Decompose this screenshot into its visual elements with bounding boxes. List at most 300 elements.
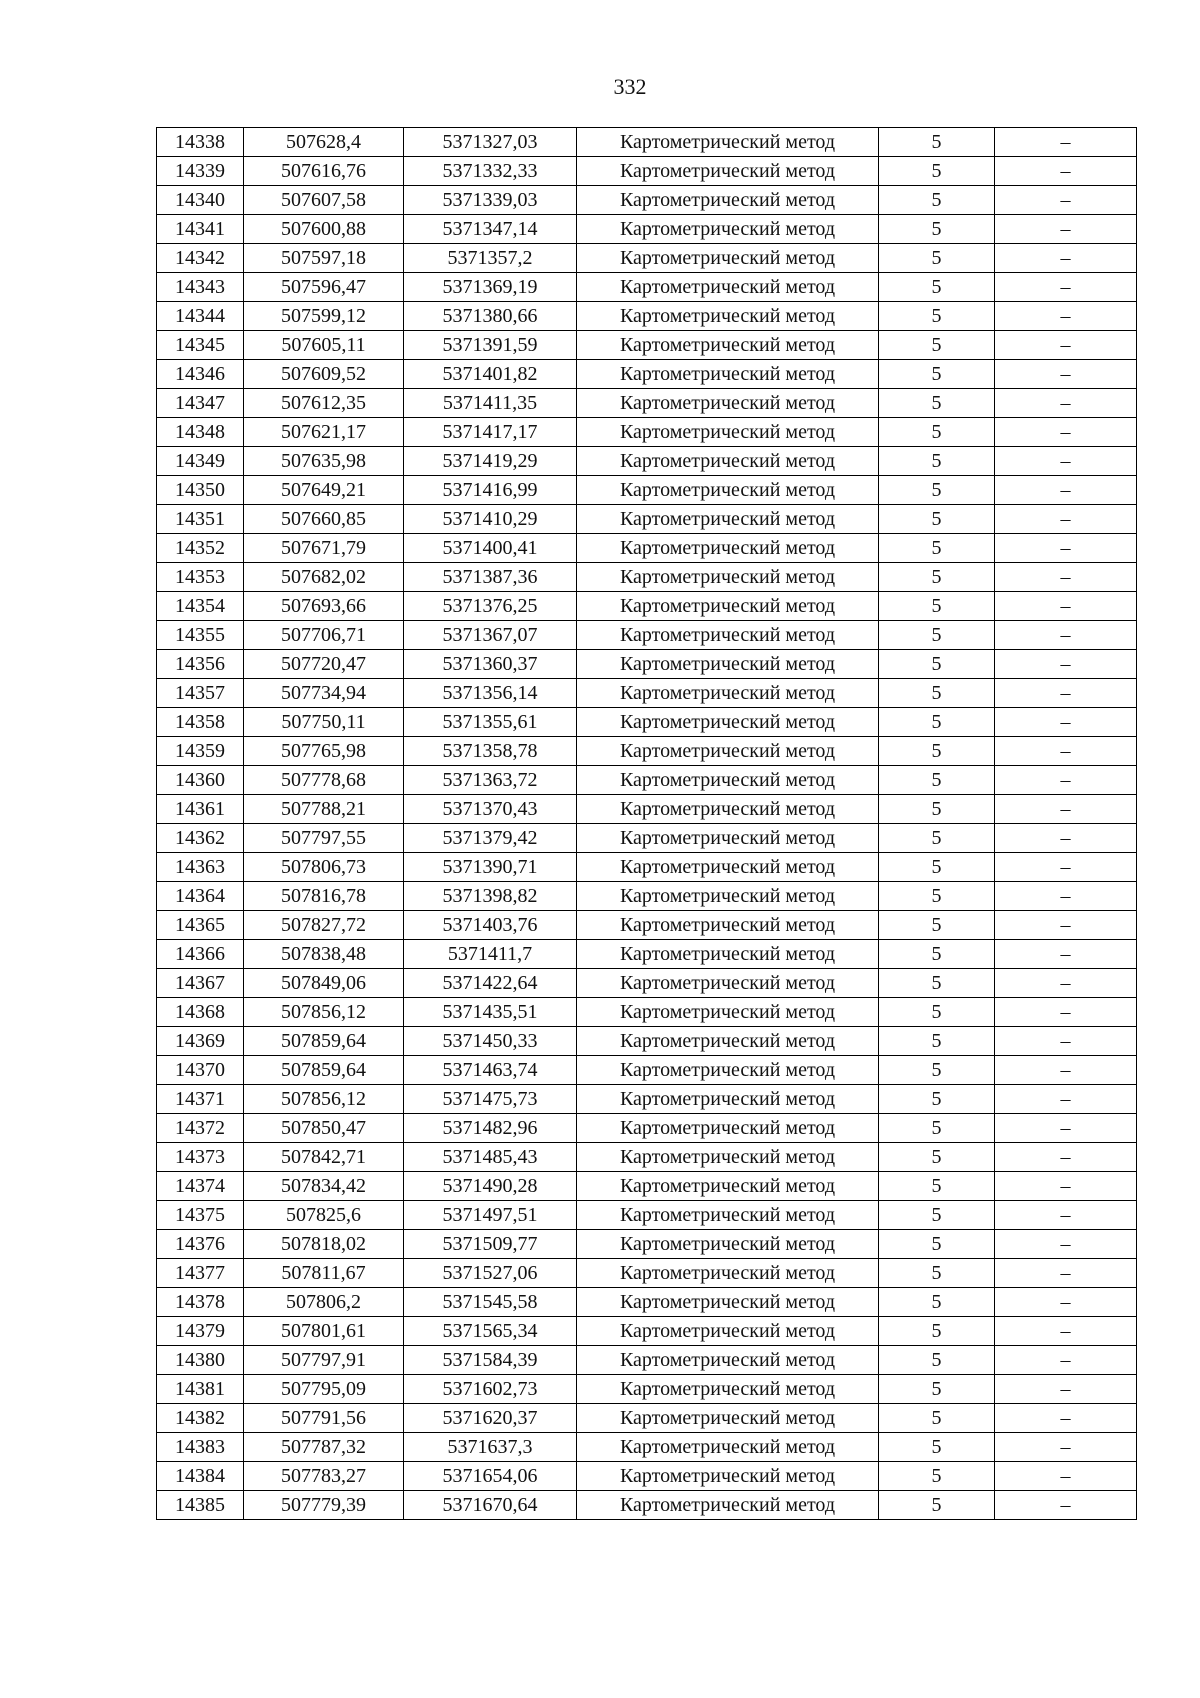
method-cell: Картометрический метод [577,1404,879,1433]
x-coordinate-cell: 507825,6 [244,1201,404,1230]
description-cell: – [995,1172,1137,1201]
point-number-cell: 14384 [157,1462,244,1491]
point-number-cell: 14366 [157,940,244,969]
method-cell: Картометрический метод [577,1201,879,1230]
description-cell: – [995,998,1137,1027]
y-coordinate-cell: 5371411,35 [404,389,577,418]
description-cell: – [995,563,1137,592]
point-number-cell: 14339 [157,157,244,186]
table-row [157,1259,1137,1288]
method-cell: Картометрический метод [577,157,879,186]
point-number-cell: 14373 [157,1143,244,1172]
accuracy-cell: 5 [879,1346,995,1375]
y-coordinate-cell: 5371332,33 [404,157,577,186]
method-cell: Картометрический метод [577,1462,879,1491]
method-cell: Картометрический метод [577,998,879,1027]
accuracy-cell: 5 [879,650,995,679]
y-coordinate-cell: 5371356,14 [404,679,577,708]
accuracy-cell: 5 [879,1462,995,1491]
y-coordinate-cell: 5371527,06 [404,1259,577,1288]
point-number-cell: 14376 [157,1230,244,1259]
y-coordinate-cell: 5371620,37 [404,1404,577,1433]
accuracy-cell: 5 [879,1172,995,1201]
point-number-cell: 14344 [157,302,244,331]
description-cell: – [995,273,1137,302]
table-row [157,244,1137,273]
accuracy-cell: 5 [879,360,995,389]
y-coordinate-cell: 5371339,03 [404,186,577,215]
point-number-cell: 14377 [157,1259,244,1288]
method-cell: Картометрический метод [577,418,879,447]
table-row [157,824,1137,853]
accuracy-cell: 5 [879,1085,995,1114]
table-row [157,621,1137,650]
x-coordinate-cell: 507597,18 [244,244,404,273]
table-row [157,302,1137,331]
accuracy-cell: 5 [879,592,995,621]
method-cell: Картометрический метод [577,1143,879,1172]
table-row [157,128,1137,157]
accuracy-cell: 5 [879,1491,995,1520]
description-cell: – [995,1143,1137,1172]
point-number-cell: 14382 [157,1404,244,1433]
description-cell: – [995,360,1137,389]
table-row [157,795,1137,824]
accuracy-cell: 5 [879,563,995,592]
table-row [157,331,1137,360]
method-cell: Картометрический метод [577,360,879,389]
point-number-cell: 14351 [157,505,244,534]
y-coordinate-cell: 5371411,7 [404,940,577,969]
y-coordinate-cell: 5371565,34 [404,1317,577,1346]
table-row [157,534,1137,563]
table-row [157,679,1137,708]
description-cell: – [995,1491,1137,1520]
y-coordinate-cell: 5371398,82 [404,882,577,911]
description-cell: – [995,592,1137,621]
y-coordinate-cell: 5371584,39 [404,1346,577,1375]
description-cell: – [995,157,1137,186]
description-cell: – [995,244,1137,273]
description-cell: – [995,1462,1137,1491]
table-row [157,1201,1137,1230]
description-cell: – [995,853,1137,882]
point-number-cell: 14368 [157,998,244,1027]
x-coordinate-cell: 507600,88 [244,215,404,244]
description-cell: – [995,1317,1137,1346]
x-coordinate-cell: 507660,85 [244,505,404,534]
accuracy-cell: 5 [879,940,995,969]
point-number-cell: 14356 [157,650,244,679]
y-coordinate-cell: 5371435,51 [404,998,577,1027]
page-number: 332 [613,74,647,99]
y-coordinate-cell: 5371482,96 [404,1114,577,1143]
table-row [157,563,1137,592]
method-cell: Картометрический метод [577,302,879,331]
table-row [157,1114,1137,1143]
accuracy-cell: 5 [879,1114,995,1143]
description-cell: – [995,824,1137,853]
point-number-cell: 14340 [157,186,244,215]
x-coordinate-cell: 507750,11 [244,708,404,737]
x-coordinate-cell: 507842,71 [244,1143,404,1172]
x-coordinate-cell: 507612,35 [244,389,404,418]
method-cell: Картометрический метод [577,650,879,679]
y-coordinate-cell: 5371391,59 [404,331,577,360]
x-coordinate-cell: 507850,47 [244,1114,404,1143]
description-cell: – [995,1230,1137,1259]
method-cell: Картометрический метод [577,128,879,157]
accuracy-cell: 5 [879,1056,995,1085]
accuracy-cell: 5 [879,1404,995,1433]
method-cell: Картометрический метод [577,1085,879,1114]
x-coordinate-cell: 507801,61 [244,1317,404,1346]
point-number-cell: 14374 [157,1172,244,1201]
method-cell: Картометрический метод [577,273,879,302]
table-row [157,505,1137,534]
y-coordinate-cell: 5371450,33 [404,1027,577,1056]
description-cell: – [995,1404,1137,1433]
x-coordinate-cell: 507599,12 [244,302,404,331]
x-coordinate-cell: 507859,64 [244,1027,404,1056]
method-cell: Картометрический метод [577,621,879,650]
description-cell: – [995,882,1137,911]
x-coordinate-cell: 507787,32 [244,1433,404,1462]
method-cell: Картометрический метод [577,389,879,418]
accuracy-cell: 5 [879,824,995,853]
x-coordinate-cell: 507791,56 [244,1404,404,1433]
table-row [157,1172,1137,1201]
method-cell: Картометрический метод [577,1491,879,1520]
accuracy-cell: 5 [879,244,995,273]
y-coordinate-cell: 5371545,58 [404,1288,577,1317]
x-coordinate-cell: 507795,09 [244,1375,404,1404]
point-number-cell: 14348 [157,418,244,447]
description-cell: – [995,1027,1137,1056]
table-row [157,969,1137,998]
y-coordinate-cell: 5371347,14 [404,215,577,244]
x-coordinate-cell: 507635,98 [244,447,404,476]
description-cell: – [995,534,1137,563]
y-coordinate-cell: 5371403,76 [404,911,577,940]
y-coordinate-cell: 5371509,77 [404,1230,577,1259]
x-coordinate-cell: 507783,27 [244,1462,404,1491]
table-row [157,1056,1137,1085]
method-cell: Картометрический метод [577,331,879,360]
description-cell: – [995,911,1137,940]
point-number-cell: 14338 [157,128,244,157]
table-row [157,911,1137,940]
point-number-cell: 14357 [157,679,244,708]
x-coordinate-cell: 507649,21 [244,476,404,505]
y-coordinate-cell: 5371369,19 [404,273,577,302]
description-cell: – [995,186,1137,215]
method-cell: Картометрический метод [577,1114,879,1143]
table-row [157,650,1137,679]
x-coordinate-cell: 507605,11 [244,331,404,360]
method-cell: Картометрический метод [577,1288,879,1317]
table-row [157,447,1137,476]
point-number-cell: 14352 [157,534,244,563]
table-row [157,882,1137,911]
y-coordinate-cell: 5371637,3 [404,1433,577,1462]
description-cell: – [995,389,1137,418]
x-coordinate-cell: 507818,02 [244,1230,404,1259]
coordinates-table [156,127,1137,1520]
accuracy-cell: 5 [879,1230,995,1259]
accuracy-cell: 5 [879,534,995,563]
y-coordinate-cell: 5371390,71 [404,853,577,882]
y-coordinate-cell: 5371327,03 [404,128,577,157]
x-coordinate-cell: 507856,12 [244,998,404,1027]
description-cell: – [995,505,1137,534]
method-cell: Картометрический метод [577,679,879,708]
accuracy-cell: 5 [879,505,995,534]
point-number-cell: 14342 [157,244,244,273]
point-number-cell: 14359 [157,737,244,766]
point-number-cell: 14380 [157,1346,244,1375]
point-number-cell: 14364 [157,882,244,911]
table-row [157,998,1137,1027]
y-coordinate-cell: 5371355,61 [404,708,577,737]
method-cell: Картометрический метод [577,1433,879,1462]
x-coordinate-cell: 507778,68 [244,766,404,795]
x-coordinate-cell: 507838,48 [244,940,404,969]
y-coordinate-cell: 5371357,2 [404,244,577,273]
point-number-cell: 14371 [157,1085,244,1114]
description-cell: – [995,1288,1137,1317]
point-number-cell: 14362 [157,824,244,853]
description-cell: – [995,302,1137,331]
y-coordinate-cell: 5371654,06 [404,1462,577,1491]
description-cell: – [995,650,1137,679]
table-row [157,1230,1137,1259]
point-number-cell: 14369 [157,1027,244,1056]
description-cell: – [995,1433,1137,1462]
accuracy-cell: 5 [879,273,995,302]
y-coordinate-cell: 5371367,07 [404,621,577,650]
table-row [157,1317,1137,1346]
description-cell: – [995,679,1137,708]
accuracy-cell: 5 [879,302,995,331]
description-cell: – [995,476,1137,505]
description-cell: – [995,969,1137,998]
point-number-cell: 14346 [157,360,244,389]
method-cell: Картометрический метод [577,1230,879,1259]
accuracy-cell: 5 [879,389,995,418]
table-row [157,940,1137,969]
table-row [157,1462,1137,1491]
accuracy-cell: 5 [879,766,995,795]
y-coordinate-cell: 5371363,72 [404,766,577,795]
x-coordinate-cell: 507816,78 [244,882,404,911]
accuracy-cell: 5 [879,679,995,708]
accuracy-cell: 5 [879,1375,995,1404]
method-cell: Картометрический метод [577,592,879,621]
method-cell: Картометрический метод [577,505,879,534]
method-cell: Картометрический метод [577,1027,879,1056]
table-row [157,389,1137,418]
accuracy-cell: 5 [879,969,995,998]
method-cell: Картометрический метод [577,969,879,998]
accuracy-cell: 5 [879,853,995,882]
y-coordinate-cell: 5371360,37 [404,650,577,679]
point-number-cell: 14379 [157,1317,244,1346]
table-row [157,1433,1137,1462]
accuracy-cell: 5 [879,737,995,766]
point-number-cell: 14383 [157,1433,244,1462]
description-cell: – [995,708,1137,737]
method-cell: Картометрический метод [577,882,879,911]
x-coordinate-cell: 507806,73 [244,853,404,882]
x-coordinate-cell: 507671,79 [244,534,404,563]
table-row [157,737,1137,766]
table-row [157,1027,1137,1056]
point-number-cell: 14370 [157,1056,244,1085]
x-coordinate-cell: 507720,47 [244,650,404,679]
table-row [157,273,1137,302]
y-coordinate-cell: 5371497,51 [404,1201,577,1230]
description-cell: – [995,1201,1137,1230]
method-cell: Картометрический метод [577,824,879,853]
x-coordinate-cell: 507779,39 [244,1491,404,1520]
x-coordinate-cell: 507616,76 [244,157,404,186]
y-coordinate-cell: 5371417,17 [404,418,577,447]
table-row [157,1143,1137,1172]
x-coordinate-cell: 507827,72 [244,911,404,940]
y-coordinate-cell: 5371379,42 [404,824,577,853]
description-cell: – [995,795,1137,824]
x-coordinate-cell: 507859,64 [244,1056,404,1085]
accuracy-cell: 5 [879,998,995,1027]
description-cell: – [995,940,1137,969]
point-number-cell: 14378 [157,1288,244,1317]
method-cell: Картометрический метод [577,534,879,563]
table-row [157,418,1137,447]
y-coordinate-cell: 5371387,36 [404,563,577,592]
method-cell: Картометрический метод [577,940,879,969]
x-coordinate-cell: 507834,42 [244,1172,404,1201]
accuracy-cell: 5 [879,621,995,650]
description-cell: – [995,447,1137,476]
accuracy-cell: 5 [879,1259,995,1288]
accuracy-cell: 5 [879,476,995,505]
point-number-cell: 14355 [157,621,244,650]
method-cell: Картометрический метод [577,737,879,766]
table-row [157,592,1137,621]
point-number-cell: 14381 [157,1375,244,1404]
accuracy-cell: 5 [879,157,995,186]
description-cell: – [995,766,1137,795]
method-cell: Картометрический метод [577,708,879,737]
table-row [157,1346,1137,1375]
method-cell: Картометрический метод [577,911,879,940]
point-number-cell: 14350 [157,476,244,505]
accuracy-cell: 5 [879,1433,995,1462]
point-number-cell: 14354 [157,592,244,621]
point-number-cell: 14360 [157,766,244,795]
x-coordinate-cell: 507797,55 [244,824,404,853]
accuracy-cell: 5 [879,447,995,476]
accuracy-cell: 5 [879,215,995,244]
x-coordinate-cell: 507856,12 [244,1085,404,1114]
method-cell: Картометрический метод [577,1172,879,1201]
method-cell: Картометрический метод [577,1375,879,1404]
y-coordinate-cell: 5371490,28 [404,1172,577,1201]
y-coordinate-cell: 5371475,73 [404,1085,577,1114]
method-cell: Картометрический метод [577,186,879,215]
table-row [157,186,1137,215]
method-cell: Картометрический метод [577,795,879,824]
accuracy-cell: 5 [879,795,995,824]
table-row [157,1491,1137,1520]
method-cell: Картометрический метод [577,1346,879,1375]
description-cell: – [995,1375,1137,1404]
x-coordinate-cell: 507734,94 [244,679,404,708]
x-coordinate-cell: 507765,98 [244,737,404,766]
table-row [157,1404,1137,1433]
y-coordinate-cell: 5371380,66 [404,302,577,331]
table-row [157,157,1137,186]
x-coordinate-cell: 507706,71 [244,621,404,650]
point-number-cell: 14385 [157,1491,244,1520]
table-row [157,766,1137,795]
method-cell: Картометрический метод [577,766,879,795]
y-coordinate-cell: 5371410,29 [404,505,577,534]
x-coordinate-cell: 507621,17 [244,418,404,447]
accuracy-cell: 5 [879,1201,995,1230]
point-number-cell: 14367 [157,969,244,998]
accuracy-cell: 5 [879,186,995,215]
accuracy-cell: 5 [879,1317,995,1346]
x-coordinate-cell: 507607,58 [244,186,404,215]
point-number-cell: 14363 [157,853,244,882]
y-coordinate-cell: 5371376,25 [404,592,577,621]
description-cell: – [995,1259,1137,1288]
accuracy-cell: 5 [879,882,995,911]
y-coordinate-cell: 5371602,73 [404,1375,577,1404]
table-row [157,1288,1137,1317]
y-coordinate-cell: 5371401,82 [404,360,577,389]
method-cell: Картометрический метод [577,244,879,273]
x-coordinate-cell: 507811,67 [244,1259,404,1288]
x-coordinate-cell: 507849,06 [244,969,404,998]
y-coordinate-cell: 5371358,78 [404,737,577,766]
description-cell: – [995,1346,1137,1375]
y-coordinate-cell: 5371416,99 [404,476,577,505]
method-cell: Картометрический метод [577,1317,879,1346]
description-cell: – [995,621,1137,650]
y-coordinate-cell: 5371485,43 [404,1143,577,1172]
point-number-cell: 14349 [157,447,244,476]
x-coordinate-cell: 507682,02 [244,563,404,592]
description-cell: – [995,128,1137,157]
coordinates-table-body [157,128,1137,1520]
table-row [157,360,1137,389]
accuracy-cell: 5 [879,1288,995,1317]
table-row [157,1375,1137,1404]
description-cell: – [995,215,1137,244]
y-coordinate-cell: 5371370,43 [404,795,577,824]
accuracy-cell: 5 [879,1143,995,1172]
point-number-cell: 14365 [157,911,244,940]
table-row [157,476,1137,505]
point-number-cell: 14375 [157,1201,244,1230]
y-coordinate-cell: 5371400,41 [404,534,577,563]
table-row [157,1085,1137,1114]
method-cell: Картометрический метод [577,853,879,882]
accuracy-cell: 5 [879,1027,995,1056]
